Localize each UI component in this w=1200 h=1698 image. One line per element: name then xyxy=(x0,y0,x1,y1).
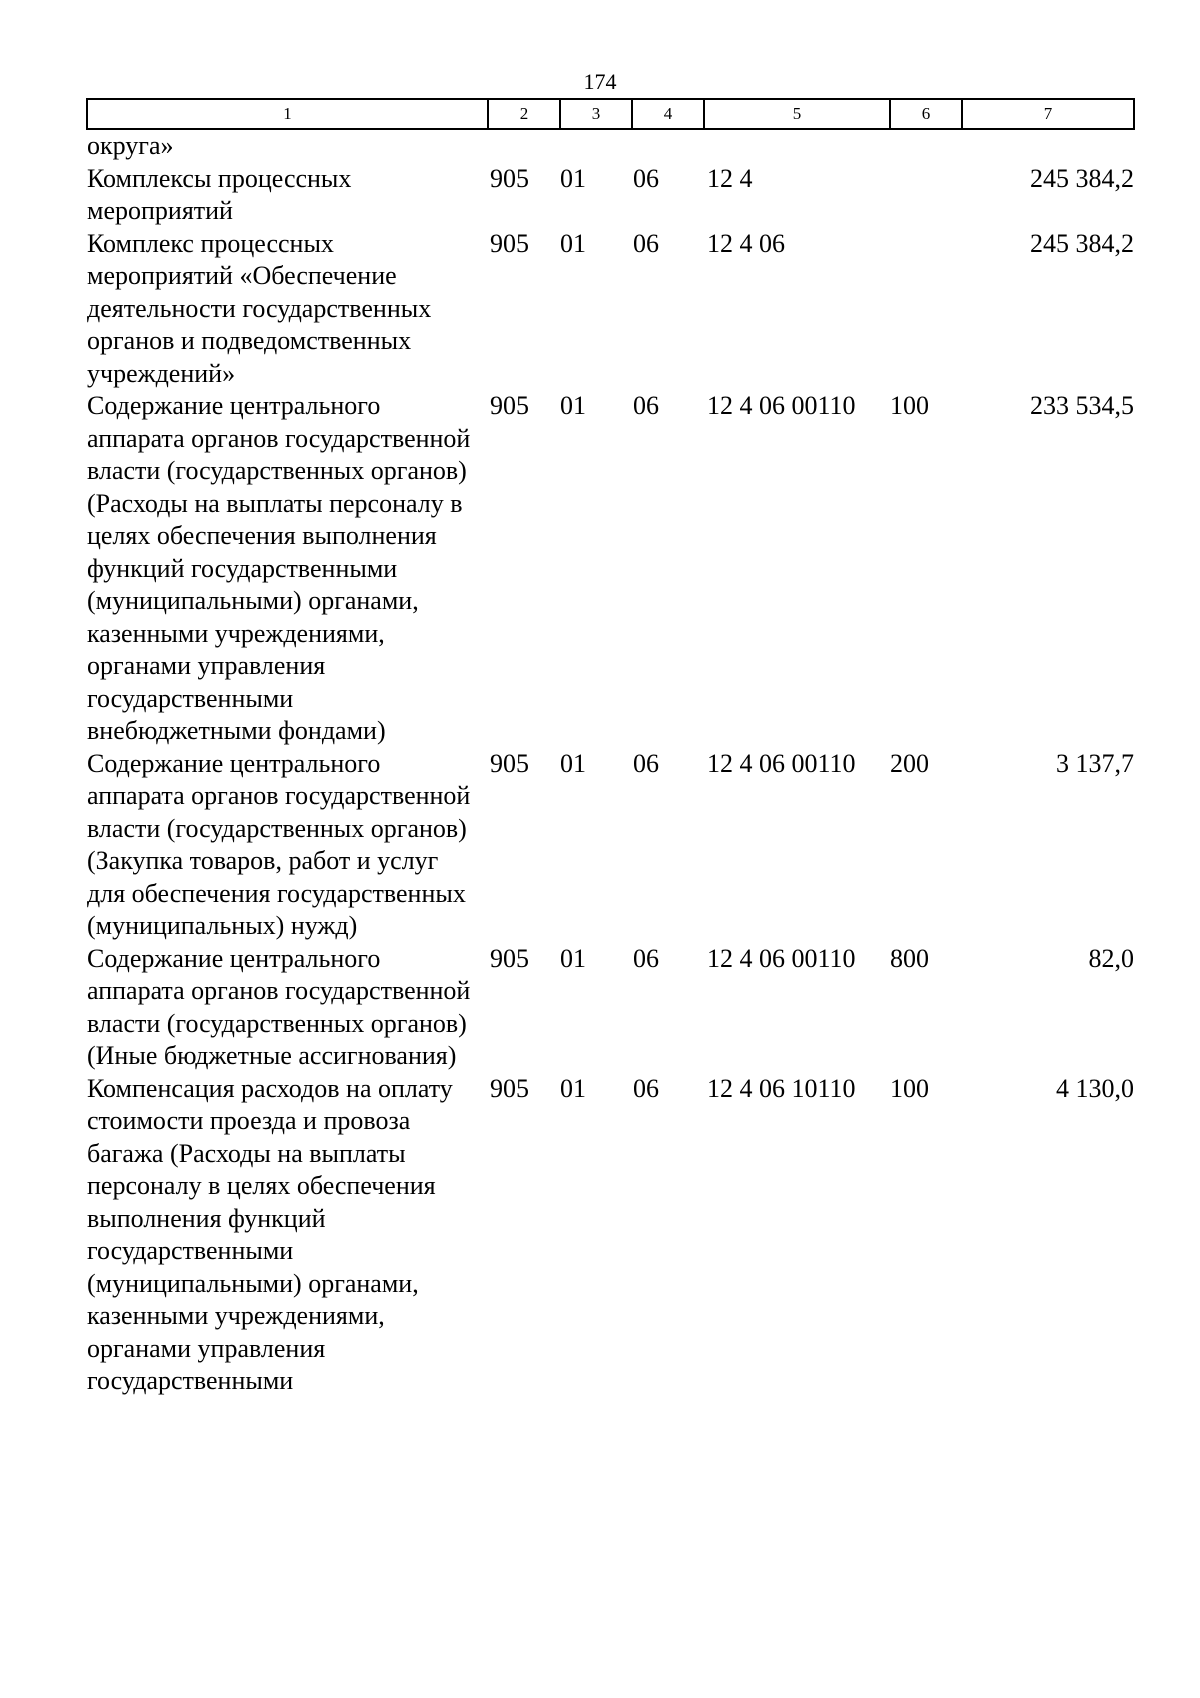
table-body xyxy=(87,129,1134,1398)
header-col-5: 5 xyxy=(704,99,890,129)
row-rz: 01 xyxy=(560,748,586,778)
header-col-2: 2 xyxy=(488,99,560,129)
row-rz xyxy=(560,129,632,163)
row-pr: 06 xyxy=(633,391,659,420)
row-rz: 01 xyxy=(560,228,586,258)
row-pr: 06 xyxy=(633,748,659,778)
row-grbs: 905 xyxy=(490,943,529,973)
row-name: Содержание центрального аппарата органов государственной власти (государственных органов) (Иные бюджетные ассигнования) xyxy=(87,943,471,1070)
row-vr xyxy=(890,163,962,228)
header-col-7: 7 xyxy=(962,99,1134,129)
row-vr: 100 xyxy=(890,391,929,420)
row-name: Компенсация расходов на оплату стоимости проезда и провоза багажа (Расходы на выплаты персоналу в целях обеспечения выполнения функций государственными (муниципальными) органами, казенными учреждениями, органами управления государственными xyxy=(87,1073,453,1395)
row-grbs: 905 xyxy=(490,228,529,258)
row-grbs: 905 xyxy=(490,163,529,193)
row-grbs xyxy=(488,129,560,163)
row-sum: 82,0 xyxy=(1088,943,1134,973)
row-csr: 12 4 06 00110 xyxy=(707,391,856,420)
row-name: Содержание центрального аппарата органов государственной власти (государственных органов) (Расходы на выплаты персоналу в целях обеспечения выполнения функций государственными (муниципальными) органами, казенными учреждениями, органами управления государственными внебюджетными фондами) xyxy=(87,391,471,745)
row-pr: 06 xyxy=(633,943,659,973)
row-name: Содержание центрального аппарата органов государственной власти (государственных органов) (Закупка товаров, работ и услуг для обеспечения государственных (муниципальных) нужд) xyxy=(87,748,471,940)
header-col-3: 3 xyxy=(560,99,632,129)
row-pr xyxy=(632,129,704,163)
row-name: округа» xyxy=(87,131,174,160)
row-vr: 800 xyxy=(890,943,929,973)
row-sum: 4 130,0 xyxy=(1056,1073,1134,1103)
row-rz: 01 xyxy=(560,391,586,420)
row-sum: 245 384,2 xyxy=(1030,228,1134,258)
table-row xyxy=(87,129,1134,163)
row-csr: 12 4 06 00110 xyxy=(707,943,856,973)
row-csr: 12 4 06 00110 xyxy=(707,748,856,778)
row-csr: 12 4 06 xyxy=(707,228,785,258)
header-col-6: 6 xyxy=(890,99,962,129)
row-vr: 200 xyxy=(890,748,929,778)
table-row xyxy=(87,943,1134,1073)
page-number: 174 xyxy=(583,69,617,94)
table-row xyxy=(87,1073,1134,1398)
row-grbs: 905 xyxy=(490,391,529,420)
row-grbs: 905 xyxy=(490,748,529,778)
row-rz: 01 xyxy=(560,1073,586,1103)
header-col-1: 1 xyxy=(87,99,488,129)
row-csr xyxy=(704,129,890,163)
header-col-4: 4 xyxy=(632,99,704,129)
table-row xyxy=(87,228,1134,391)
budget-table xyxy=(86,98,1135,1398)
header-row xyxy=(87,99,1134,129)
row-rz: 01 xyxy=(560,943,586,973)
table-row xyxy=(87,163,1134,228)
row-pr: 06 xyxy=(633,228,659,258)
row-pr: 06 xyxy=(633,163,659,193)
row-sum xyxy=(962,129,1134,163)
row-sum: 245 384,2 xyxy=(1030,163,1134,193)
row-grbs: 905 xyxy=(490,1073,529,1103)
row-name: Комплекс процессных мероприятий «Обеспечение деятельности государственных органов и подведомственных учреждений» xyxy=(87,228,432,388)
row-sum: 233 534,5 xyxy=(1030,391,1134,420)
row-vr: 100 xyxy=(890,1073,929,1103)
row-pr: 06 xyxy=(633,1073,659,1103)
row-rz: 01 xyxy=(560,163,586,193)
row-vr xyxy=(890,129,962,163)
row-sum: 3 137,7 xyxy=(1056,748,1134,778)
table-row xyxy=(87,748,1134,943)
table-header xyxy=(87,99,1134,129)
row-csr: 12 4 xyxy=(707,163,753,193)
row-csr: 12 4 06 10110 xyxy=(707,1073,856,1103)
row-name: Комплексы процессных мероприятий xyxy=(87,163,352,225)
row-vr xyxy=(890,228,962,391)
table-row xyxy=(87,390,1134,748)
